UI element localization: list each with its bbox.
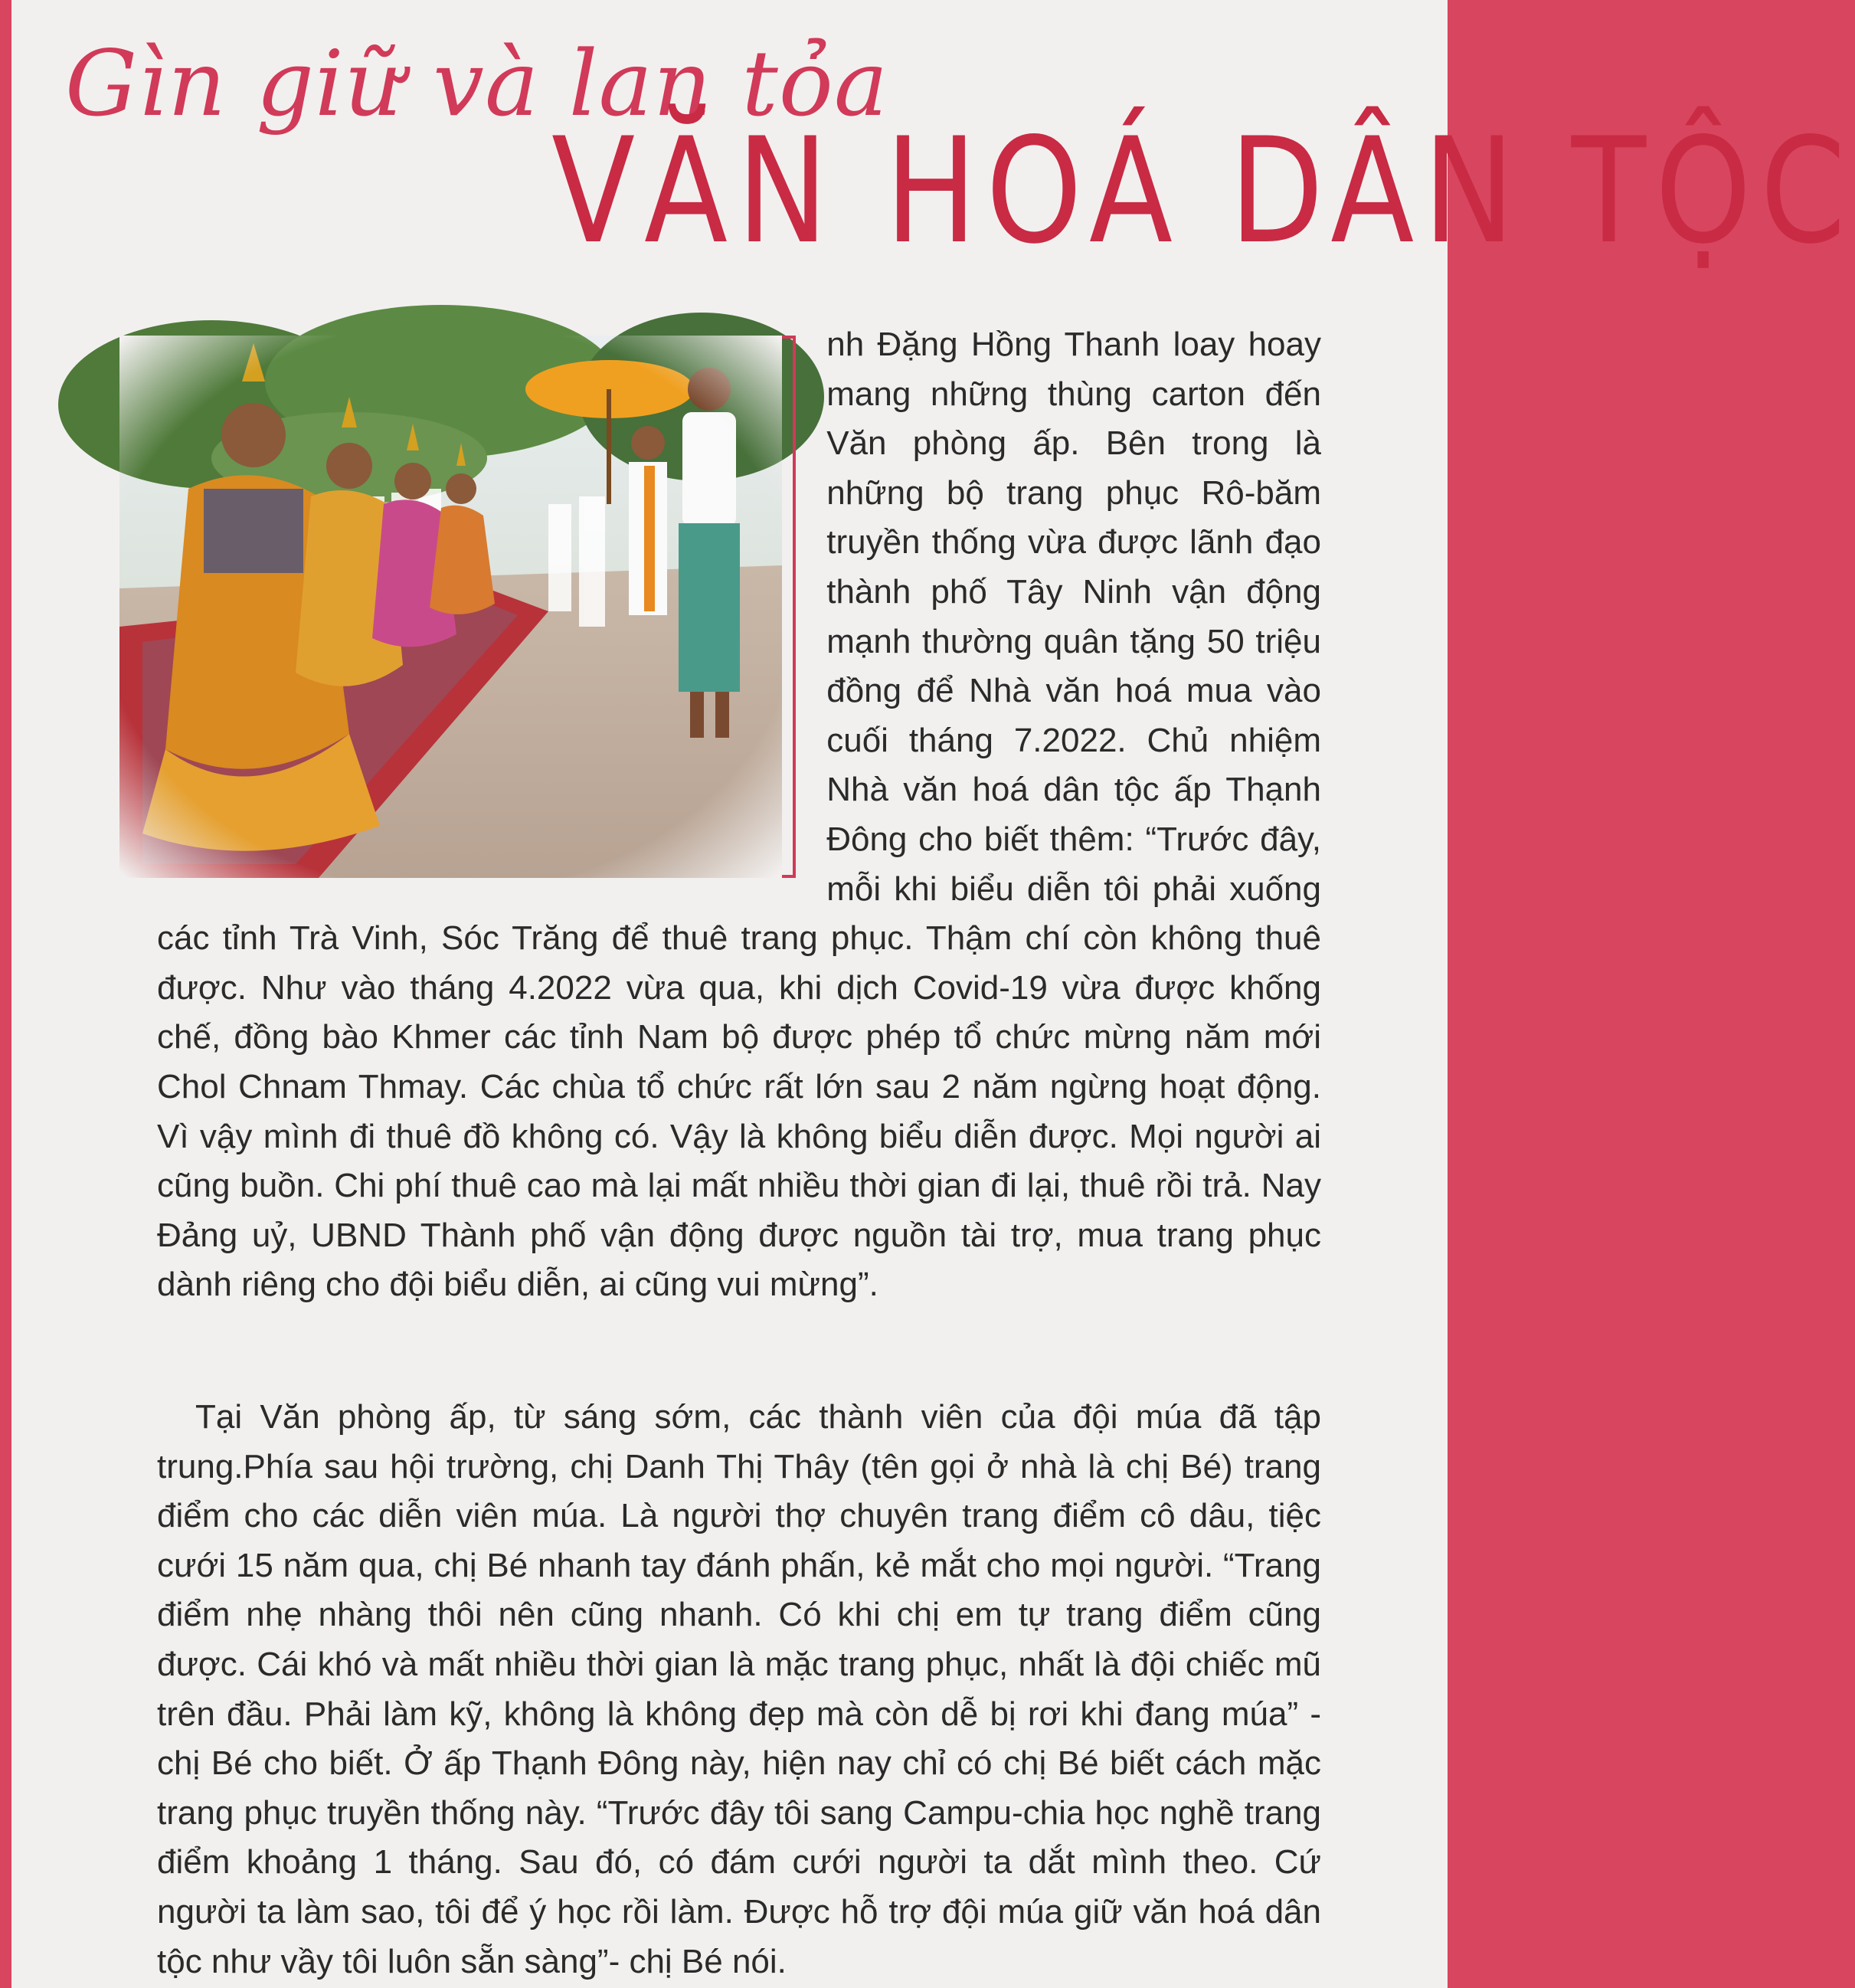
article-paragraph-2: Tại Văn phòng ấp, từ sáng sớm, các thành viên của đội múa đã tập trung.Phía sau hội trường, chị Danh Thị Thây (tên gọi ở nhà là chị Bé) trang điểm cho các diễn viên múa. Là người thợ chuyên trang điểm cô dâu, tiệc cưới 15 năm qua, chị Bé nhanh tay đánh phấn, kẻ mắt cho mọi người. “Trang điểm nhẹ nhàng thôi nên cũng nhanh. Có khi chị em tự trang điểm cũng được. Cái khó và mất nhiều thời gian là mặc trang phục, nhất là đội chiếc mũ trên đầu. Phải làm kỹ, không là không đẹp mà còn dễ bị rơi khi đang múa” - chị Bé cho biết. Ở ấp Thạnh Đông này, hiện nay chỉ có chị Bé biết cách mặc trang phục truyền thống này. “Trước đây tôi sang Campu-chia học nghề trang điểm khoảng 1 tháng. Sau đó, có đám cưới người ta dắt mình theo. Cứ người ta làm sao, tôi để ý học rồi làm. Được hỗ trợ đội múa giữ văn hoá dân tộc như vầy tôi luôn sẵn sàng”- chị Bé nói. (157, 1398, 1321, 1980)
paragraph-1-text: nh Đặng Hồng Thanh loay hoay mang những thùng carton đến Văn phòng ấp. Bên trong là những bộ trang phục Rô-băm truyền thống vừa được lãnh đạo thành phố Tây Ninh vận động mạnh thường quân tặng 50 triệu đồng để Nhà văn hoá mua vào cuối tháng 7.2022. Chủ nhiệm Nhà văn hoá dân tộc ấp Thạnh Đông cho biết thêm: “Trước đây, mỗi khi biểu diễn tôi phải xuống các tỉnh Trà Vinh, Sóc Trăng để thuê trang phục. Thậm chí còn không thuê được. Như vào tháng 4.2022 vừa qua, khi dịch Covid-19 vừa được khống chế, đồng bào Khmer các tỉnh Nam bộ được phép tổ chức mừng năm mới Chol Chnam Thmay. Các chùa tổ chức rất lớn sau 2 năm ngừng hoạt động. Vì vậy mình đi thuê đồ không có. Vậy là không biểu diễn được. Mọi người ai cũng buồn. Chi phí thuê cao mà lại mất nhiều thời gian đi lại, thuê rồi trả. Nay Đảng uỷ, UBND Thành phố vận động được nguồn tài trợ, mua trang phục dành riêng cho đội biểu diễn, ai cũng vui mừng”. (157, 326, 1321, 1304)
photo-khmer-dancers (119, 336, 797, 878)
main-title: VĂN HOÁ DÂN TỘC (551, 106, 1855, 276)
photo-accent-bracket (782, 336, 796, 878)
dancers-illustration (119, 336, 782, 878)
script-title: Gìn giữ và lan tỏa (65, 31, 889, 136)
article-paragraph-1 (157, 320, 1321, 1310)
page-paper (11, 0, 1855, 1988)
